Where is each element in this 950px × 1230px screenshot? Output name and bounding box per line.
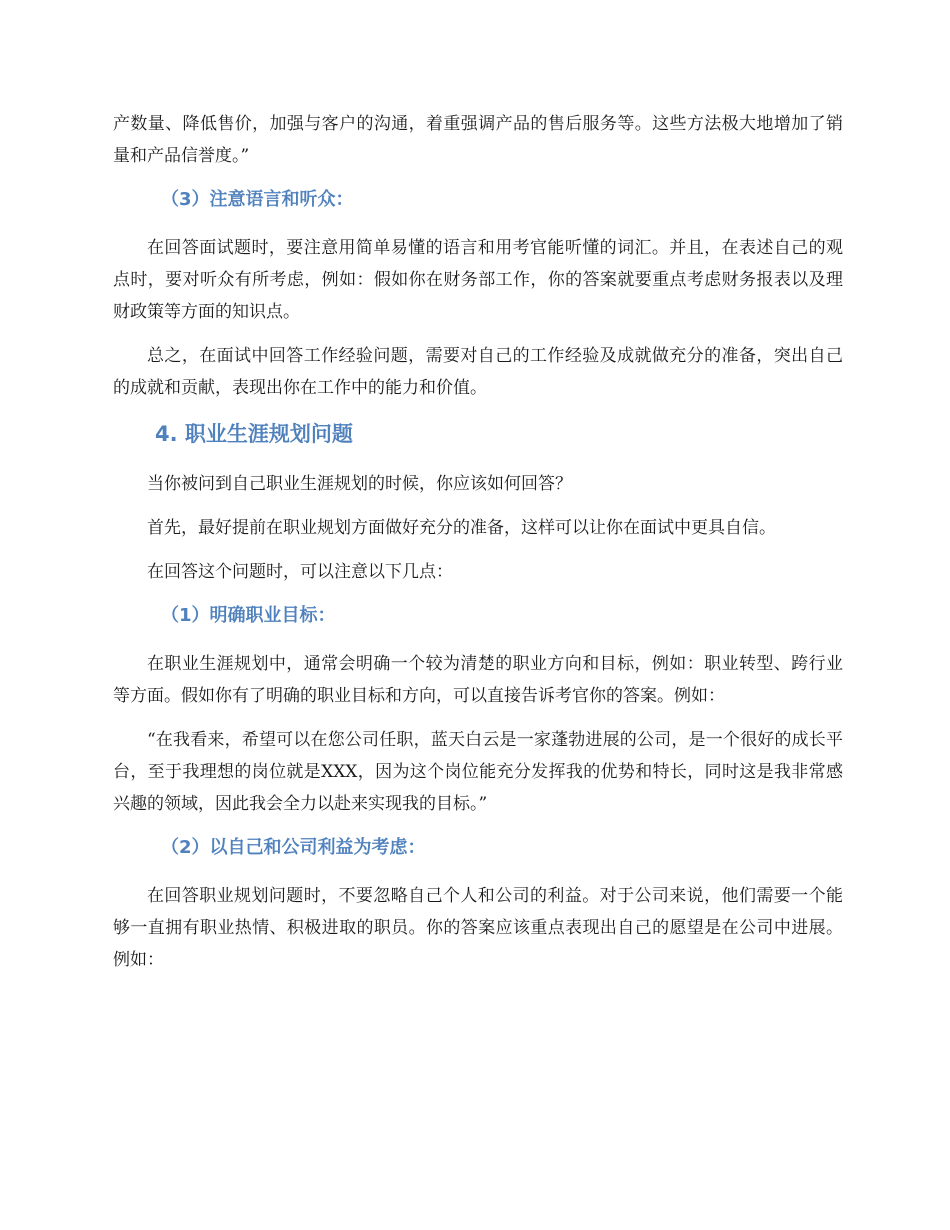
- paragraph-question: 当你被问到自己职业生涯规划的时候，你应该如何回答？: [147, 474, 572, 494]
- paragraph-continuation: 产数量、降低售价，加强与客户的沟通，着重强调产品的售后服务等。这些方法极大地增加了销量和产品信誉度。”: [113, 114, 843, 166]
- paragraph-preparation: 首先，最好提前在职业规划方面做好充分的准备，这样可以让你在面试中更具自信。: [147, 518, 776, 538]
- subheading-clear-goal: （1）明确职业目标：: [161, 605, 336, 626]
- subheading-mutual-interest: （2）以自己和公司利益为考虑：: [161, 837, 426, 858]
- paragraph-example-quote: “在我看来，希望可以在您公司任职，蓝天白云是一家蓬勃进展的公司，是一个很好的成长平台，至于我理想的岗位就是XXX，因为这个岗位能充分发挥我的优势和特长，同时这是我非常感兴趣的领域，因此我会全力以赴来实现我的目标。”: [113, 730, 843, 814]
- paragraph-language-audience: 在回答面试题时，要注意用简单易懂的语言和用考官能听懂的词汇。并且，在表述自己的观点时，要对听众有所考虑，例如：假如你在财务部工作，你的答案就要重点考虑财务报表以及理财政策等方面的知识点。: [113, 238, 843, 322]
- subheading-language-audience: （3）注意语言和听众：: [161, 189, 354, 210]
- paragraph-clear-goal: 在职业生涯规划中，通常会明确一个较为清楚的职业方向和目标，例如：职业转型、跨行业等方面。假如你有了明确的职业目标和方向，可以直接告诉考官你的答案。例如：: [113, 654, 843, 706]
- paragraph-summary: 总之，在面试中回答工作经验问题，需要对自己的工作经验及成就做充分的准备，突出自己的成就和贡献，表现出你在工作中的能力和价值。: [113, 346, 843, 398]
- paragraph-mutual-interest: 在回答职业规划问题时，不要忽略自己个人和公司的利益。对于公司来说，他们需要一个能够一直拥有职业热情、积极进取的职员。你的答案应该重点表现出自己的愿望是在公司中进展。例如：: [113, 886, 843, 970]
- document-body: [113, 108, 843, 988]
- paragraph-points-intro: 在回答这个问题时，可以注意以下几点：: [147, 562, 453, 582]
- section-heading-career-planning: 4. 职业生涯规划问题: [155, 422, 353, 446]
